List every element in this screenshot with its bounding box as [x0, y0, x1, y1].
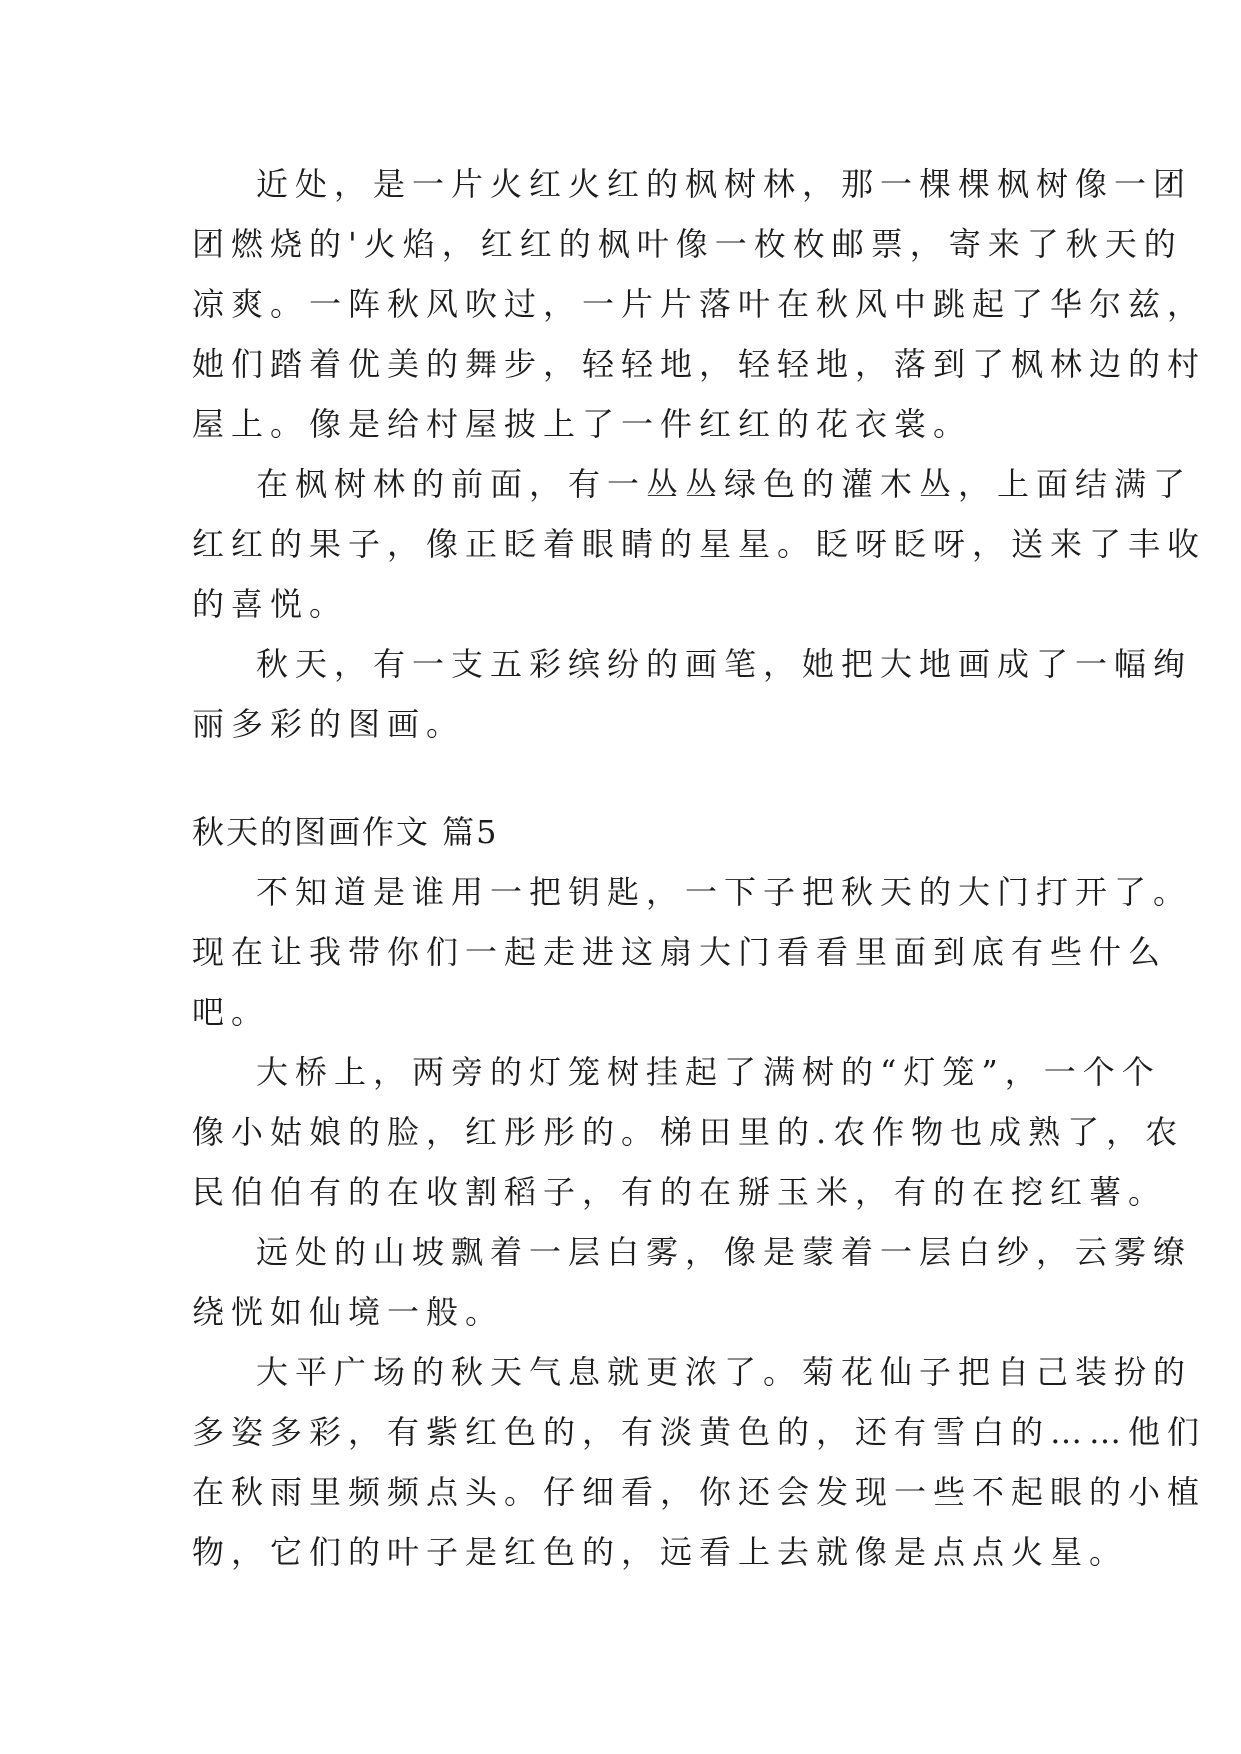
text-line: 凉爽。一阵秋风吹过，一片片落叶在秋风中跳起了华尔兹， — [192, 285, 1207, 323]
text-line: 吧。 — [192, 993, 271, 1031]
text-line: 物，它们的叶子是红色的，远看上去就像是点点火星。 — [192, 1533, 1129, 1571]
text-line: 大桥上，两旁的灯笼树挂起了满树的“灯笼”，一个个 — [256, 1053, 1161, 1091]
text-line: 近处，是一片火红火红的枫树林，那一棵棵枫树像一团 — [256, 165, 1193, 203]
text-line: 远处的山坡飘着一层白雾，像是蒙着一层白纱，云雾缭 — [256, 1233, 1193, 1271]
text-line: 像小姑娘的脸，红彤彤的。梯田里的.农作物也成熟了，农 — [192, 1113, 1185, 1151]
text-line: 丽多彩的图画。 — [192, 705, 466, 743]
text-line: 的喜悦。 — [192, 585, 349, 623]
text-line: 秋天，有一支五彩缤纷的画笔，她把大地画成了一幅绚 — [256, 645, 1193, 683]
text-line: 绕恍如仙境一般。 — [192, 1293, 505, 1331]
text-line: 不知道是谁用一把钥匙，一下子把秋天的大门打开了。 — [256, 873, 1193, 911]
text-line: 在枫树林的前面，有一丛丛绿色的灌木丛，上面结满了 — [256, 465, 1193, 503]
text-line: 团燃烧的'火焰，红红的枫叶像一枚枚邮票，寄来了秋天的 — [192, 225, 1183, 263]
text-line: 现在让我带你们一起走进这扇大门看看里面到底有些什么 — [192, 933, 1168, 971]
text-line: 红红的果子，像正眨着眼睛的星星。眨呀眨呀，送来了丰收 — [192, 525, 1207, 563]
text-line: 多姿多彩，有紫红色的，有淡黄色的，还有雪白的……他们 — [192, 1413, 1207, 1451]
text-line: 大平广场的秋天气息就更浓了。菊花仙子把自己装扮的 — [256, 1353, 1193, 1391]
text-line: 民伯伯有的在收割稻子，有的在掰玉米，有的在挖红薯。 — [192, 1173, 1168, 1211]
text-line: 屋上。像是给村屋披上了一件红红的花衣裳。 — [192, 405, 973, 443]
text-line: 她们踏着优美的舞步，轻轻地，轻轻地，落到了枫林边的村 — [192, 345, 1207, 383]
section-title: 秋天的图画作文 篇5 — [192, 813, 499, 851]
text-line: 在秋雨里频频点头。仔细看，你还会发现一些不起眼的小植 — [192, 1473, 1207, 1511]
